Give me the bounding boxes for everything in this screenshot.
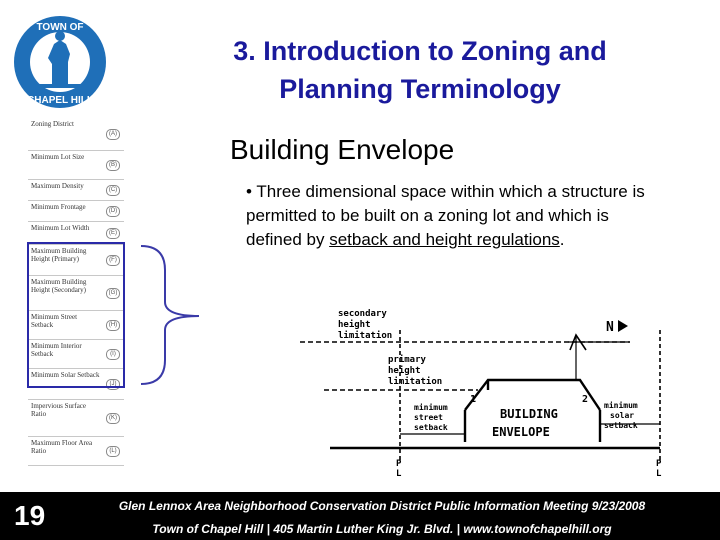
svg-text:TOWN OF: TOWN OF <box>36 22 84 33</box>
row-label: Minimum Solar Setback <box>31 371 100 379</box>
row-label: Minimum Frontage <box>31 203 86 211</box>
footer-bar <box>0 492 720 540</box>
row-marker: (E) <box>106 228 120 239</box>
row-marker: (C) <box>106 185 120 196</box>
title-line-2: Planning Terminology <box>279 74 561 104</box>
row-label: Maximum Building Height (Secondary) <box>31 278 87 294</box>
table-row <box>28 151 124 180</box>
row-marker: (F) <box>106 255 120 266</box>
property-line-left: P L <box>396 459 402 479</box>
row-label: Impervious Surface Ratio <box>31 402 87 418</box>
bullet-period: . <box>559 230 565 249</box>
row-label: Maximum Density <box>31 182 84 190</box>
table-row <box>28 180 124 201</box>
curly-brace <box>135 240 205 390</box>
row-label: Minimum Lot Width <box>31 224 90 232</box>
table-row <box>28 201 124 222</box>
row-marker: (B) <box>106 160 120 171</box>
slide-subtitle: Building Envelope <box>230 134 455 165</box>
table-row <box>28 400 124 437</box>
bullet-point <box>246 180 646 252</box>
row-label: Minimum Street Setback <box>31 313 78 329</box>
building-envelope-diagram <box>300 300 690 484</box>
row-label: Maximum Floor Area Ratio <box>31 439 93 455</box>
row-marker: (G) <box>106 288 120 299</box>
marker-2: 2 <box>582 394 589 405</box>
envelope-label: BUILDING ENVELOPE <box>492 407 558 439</box>
row-marker: (A) <box>106 129 120 140</box>
row-marker: (I) <box>106 349 120 360</box>
slide-title <box>140 32 700 108</box>
secondary-height-label: secondary height limitation <box>338 309 393 341</box>
solar-setback-label: minimum solar setback <box>604 401 638 430</box>
row-marker: (D) <box>106 206 120 217</box>
row-marker: (K) <box>106 413 120 424</box>
row-label: Minimum Lot Size <box>31 153 85 161</box>
row-label: Zoning District <box>31 120 74 128</box>
svg-text:CHAPEL HILL: CHAPEL HILL <box>27 95 93 106</box>
street-setback-label: minimum street setback <box>414 403 448 432</box>
row-label: Maximum Building Height (Primary) <box>31 247 87 263</box>
highlight-box <box>27 242 125 388</box>
primary-height-label: primary height limitation <box>388 355 443 387</box>
footer-meeting-info: Glen Lennox Area Neighborhood Conservation District Public Information Meeting 9/23/2008 <box>118 499 646 513</box>
property-line-right: P L <box>656 459 662 479</box>
title-line-1: 3. Introduction to Zoning and <box>233 36 607 66</box>
town-of-chapel-hill-logo <box>12 14 108 110</box>
row-marker: (H) <box>106 320 120 331</box>
marker-1: 1 <box>470 394 477 405</box>
bullet-text: Three dimensional space within which a structure is permitted to be built on a zoning lot and which is defined by <box>246 182 645 249</box>
row-marker: (J) <box>106 379 120 390</box>
bullet-marker: • <box>246 182 252 201</box>
footer-address: Town of Chapel Hill | 405 Martin Luther King Jr. Blvd. | www.townofchapelhill.org <box>152 522 612 536</box>
row-marker: (L) <box>106 446 120 457</box>
table-row <box>28 118 124 151</box>
table-row <box>28 437 124 466</box>
row-label: Minimum Interior Setback <box>31 342 82 358</box>
north-label: N <box>606 320 614 335</box>
bullet-underlined-text: setback and height regulations <box>329 230 560 249</box>
page-number: 19 <box>14 500 46 531</box>
